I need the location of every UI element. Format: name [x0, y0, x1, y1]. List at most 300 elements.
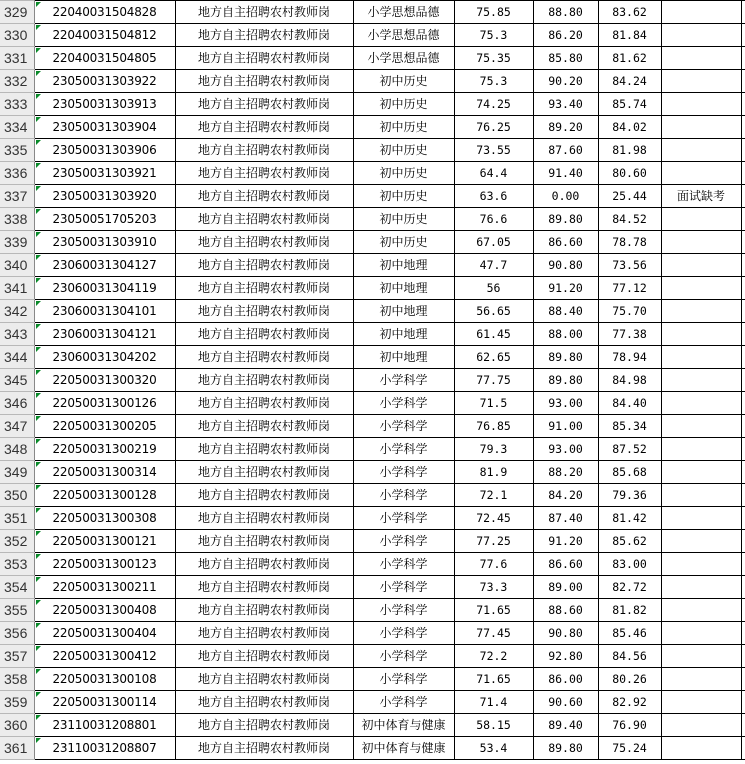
exam-id-cell[interactable]: 23110031208807 [34, 737, 175, 760]
note-cell[interactable] [661, 24, 741, 47]
total-score-cell[interactable]: 85.74 [598, 93, 661, 116]
note-cell[interactable] [661, 484, 741, 507]
row-number[interactable]: 351 [0, 507, 34, 530]
empty-cell[interactable] [741, 576, 745, 599]
table-row[interactable] [0, 438, 745, 461]
subject-cell[interactable]: 初中历史 [353, 231, 454, 254]
exam-id-cell[interactable]: 23060031304119 [34, 277, 175, 300]
post-cell[interactable]: 地方自主招聘农村教师岗 [175, 1, 353, 24]
post-cell[interactable]: 地方自主招聘农村教师岗 [175, 714, 353, 737]
row-number[interactable]: 341 [0, 277, 34, 300]
interview-score-cell[interactable]: 91.20 [533, 530, 598, 553]
exam-id-cell[interactable]: 22050031300408 [34, 599, 175, 622]
post-cell[interactable]: 地方自主招聘农村教师岗 [175, 300, 353, 323]
interview-score-cell[interactable]: 91.00 [533, 415, 598, 438]
interview-score-cell[interactable]: 87.40 [533, 507, 598, 530]
subject-cell[interactable]: 小学科学 [353, 507, 454, 530]
interview-score-cell[interactable]: 93.40 [533, 93, 598, 116]
row-number[interactable]: 338 [0, 208, 34, 231]
interview-score-cell[interactable]: 93.00 [533, 438, 598, 461]
note-cell[interactable] [661, 392, 741, 415]
note-cell[interactable] [661, 645, 741, 668]
empty-cell[interactable] [741, 47, 745, 70]
total-score-cell[interactable]: 81.82 [598, 599, 661, 622]
note-cell[interactable] [661, 576, 741, 599]
table-row[interactable] [0, 231, 745, 254]
post-cell[interactable]: 地方自主招聘农村教师岗 [175, 208, 353, 231]
interview-score-cell[interactable]: 93.00 [533, 392, 598, 415]
table-row[interactable] [0, 24, 745, 47]
empty-cell[interactable] [741, 392, 745, 415]
interview-score-cell[interactable]: 89.80 [533, 737, 598, 760]
table-row[interactable] [0, 346, 745, 369]
table-row[interactable] [0, 530, 745, 553]
empty-cell[interactable] [741, 185, 745, 208]
table-row[interactable] [0, 507, 745, 530]
exam-id-cell[interactable]: 22050031300320 [34, 369, 175, 392]
post-cell[interactable]: 地方自主招聘农村教师岗 [175, 369, 353, 392]
note-cell[interactable] [661, 507, 741, 530]
interview-score-cell[interactable]: 88.60 [533, 599, 598, 622]
total-score-cell[interactable]: 78.94 [598, 346, 661, 369]
written-score-cell[interactable]: 77.45 [454, 622, 533, 645]
table-row[interactable] [0, 300, 745, 323]
empty-cell[interactable] [741, 162, 745, 185]
table-row[interactable] [0, 47, 745, 70]
written-score-cell[interactable]: 71.5 [454, 392, 533, 415]
total-score-cell[interactable]: 83.00 [598, 553, 661, 576]
total-score-cell[interactable]: 83.62 [598, 1, 661, 24]
row-number[interactable]: 340 [0, 254, 34, 277]
interview-score-cell[interactable]: 88.00 [533, 323, 598, 346]
empty-cell[interactable] [741, 93, 745, 116]
written-score-cell[interactable]: 76.25 [454, 116, 533, 139]
total-score-cell[interactable]: 80.26 [598, 668, 661, 691]
empty-cell[interactable] [741, 346, 745, 369]
empty-cell[interactable] [741, 438, 745, 461]
post-cell[interactable]: 地方自主招聘农村教师岗 [175, 47, 353, 70]
subject-cell[interactable]: 小学科学 [353, 530, 454, 553]
interview-score-cell[interactable]: 87.60 [533, 139, 598, 162]
total-score-cell[interactable]: 84.02 [598, 116, 661, 139]
exam-id-cell[interactable]: 23050051705203 [34, 208, 175, 231]
exam-id-cell[interactable]: 22050031300126 [34, 392, 175, 415]
row-number[interactable]: 348 [0, 438, 34, 461]
subject-cell[interactable]: 小学科学 [353, 599, 454, 622]
exam-id-cell[interactable]: 22050031300219 [34, 438, 175, 461]
table-row[interactable] [0, 254, 745, 277]
total-score-cell[interactable]: 76.90 [598, 714, 661, 737]
total-score-cell[interactable]: 79.36 [598, 484, 661, 507]
note-cell[interactable] [661, 438, 741, 461]
post-cell[interactable]: 地方自主招聘农村教师岗 [175, 392, 353, 415]
exam-id-cell[interactable]: 22040031504828 [34, 1, 175, 24]
row-number[interactable]: 342 [0, 300, 34, 323]
exam-id-cell[interactable]: 22040031504812 [34, 24, 175, 47]
interview-score-cell[interactable]: 86.60 [533, 231, 598, 254]
post-cell[interactable]: 地方自主招聘农村教师岗 [175, 254, 353, 277]
empty-cell[interactable] [741, 691, 745, 714]
post-cell[interactable]: 地方自主招聘农村教师岗 [175, 668, 353, 691]
row-number[interactable]: 344 [0, 346, 34, 369]
table-row[interactable] [0, 139, 745, 162]
written-score-cell[interactable]: 75.85 [454, 1, 533, 24]
exam-id-cell[interactable]: 22050031300114 [34, 691, 175, 714]
note-cell[interactable] [661, 70, 741, 93]
post-cell[interactable]: 地方自主招聘农村教师岗 [175, 415, 353, 438]
post-cell[interactable]: 地方自主招聘农村教师岗 [175, 484, 353, 507]
empty-cell[interactable] [741, 70, 745, 93]
interview-score-cell[interactable]: 89.80 [533, 208, 598, 231]
row-number[interactable]: 347 [0, 415, 34, 438]
exam-id-cell[interactable]: 23060031304121 [34, 323, 175, 346]
written-score-cell[interactable]: 76.85 [454, 415, 533, 438]
post-cell[interactable]: 地方自主招聘农村教师岗 [175, 645, 353, 668]
row-number[interactable]: 346 [0, 392, 34, 415]
empty-cell[interactable] [741, 622, 745, 645]
row-number[interactable]: 349 [0, 461, 34, 484]
note-cell[interactable] [661, 1, 741, 24]
subject-cell[interactable]: 小学科学 [353, 576, 454, 599]
post-cell[interactable]: 地方自主招聘农村教师岗 [175, 162, 353, 185]
subject-cell[interactable]: 小学科学 [353, 392, 454, 415]
exam-id-cell[interactable]: 23050031303910 [34, 231, 175, 254]
subject-cell[interactable]: 小学科学 [353, 438, 454, 461]
exam-id-cell[interactable]: 22050031300205 [34, 415, 175, 438]
written-score-cell[interactable]: 58.15 [454, 714, 533, 737]
empty-cell[interactable] [741, 323, 745, 346]
exam-id-cell[interactable]: 23050031303922 [34, 70, 175, 93]
row-number[interactable]: 361 [0, 737, 34, 760]
note-cell[interactable] [661, 300, 741, 323]
table-row[interactable] [0, 461, 745, 484]
note-cell[interactable]: 面试缺考 [661, 185, 741, 208]
written-score-cell[interactable]: 56 [454, 277, 533, 300]
subject-cell[interactable]: 小学科学 [353, 691, 454, 714]
row-number[interactable]: 339 [0, 231, 34, 254]
empty-cell[interactable] [741, 530, 745, 553]
row-number[interactable]: 350 [0, 484, 34, 507]
note-cell[interactable] [661, 93, 741, 116]
row-number[interactable]: 360 [0, 714, 34, 737]
note-cell[interactable] [661, 369, 741, 392]
table-row[interactable] [0, 162, 745, 185]
row-number[interactable]: 359 [0, 691, 34, 714]
note-cell[interactable] [661, 162, 741, 185]
written-score-cell[interactable]: 77.75 [454, 369, 533, 392]
subject-cell[interactable]: 初中历史 [353, 93, 454, 116]
note-cell[interactable] [661, 461, 741, 484]
total-score-cell[interactable]: 85.62 [598, 530, 661, 553]
post-cell[interactable]: 地方自主招聘农村教师岗 [175, 553, 353, 576]
post-cell[interactable]: 地方自主招聘农村教师岗 [175, 323, 353, 346]
interview-score-cell[interactable]: 91.20 [533, 277, 598, 300]
empty-cell[interactable] [741, 553, 745, 576]
total-score-cell[interactable]: 80.60 [598, 162, 661, 185]
table-row[interactable] [0, 415, 745, 438]
written-score-cell[interactable]: 79.3 [454, 438, 533, 461]
empty-cell[interactable] [741, 461, 745, 484]
written-score-cell[interactable]: 71.65 [454, 668, 533, 691]
table-row[interactable] [0, 737, 745, 760]
total-score-cell[interactable]: 87.52 [598, 438, 661, 461]
table-row[interactable] [0, 622, 745, 645]
total-score-cell[interactable]: 75.70 [598, 300, 661, 323]
total-score-cell[interactable]: 81.42 [598, 507, 661, 530]
written-score-cell[interactable]: 67.05 [454, 231, 533, 254]
exam-id-cell[interactable]: 23060031304101 [34, 300, 175, 323]
subject-cell[interactable]: 小学科学 [353, 484, 454, 507]
table-row[interactable] [0, 1, 745, 24]
interview-score-cell[interactable]: 86.60 [533, 553, 598, 576]
table-row[interactable] [0, 576, 745, 599]
interview-score-cell[interactable]: 88.40 [533, 300, 598, 323]
post-cell[interactable]: 地方自主招聘农村教师岗 [175, 93, 353, 116]
table-row[interactable] [0, 484, 745, 507]
exam-id-cell[interactable]: 22050031300308 [34, 507, 175, 530]
post-cell[interactable]: 地方自主招聘农村教师岗 [175, 691, 353, 714]
written-score-cell[interactable]: 76.6 [454, 208, 533, 231]
written-score-cell[interactable]: 73.3 [454, 576, 533, 599]
subject-cell[interactable]: 小学思想品德 [353, 1, 454, 24]
total-score-cell[interactable]: 85.34 [598, 415, 661, 438]
written-score-cell[interactable]: 64.4 [454, 162, 533, 185]
written-score-cell[interactable]: 77.25 [454, 530, 533, 553]
note-cell[interactable] [661, 691, 741, 714]
interview-score-cell[interactable]: 89.20 [533, 116, 598, 139]
written-score-cell[interactable]: 75.3 [454, 24, 533, 47]
row-number[interactable]: 330 [0, 24, 34, 47]
row-number[interactable]: 332 [0, 70, 34, 93]
subject-cell[interactable]: 小学思想品德 [353, 47, 454, 70]
table-row[interactable] [0, 553, 745, 576]
row-number[interactable]: 333 [0, 93, 34, 116]
table-row[interactable] [0, 691, 745, 714]
exam-id-cell[interactable]: 23050031303913 [34, 93, 175, 116]
post-cell[interactable]: 地方自主招聘农村教师岗 [175, 599, 353, 622]
total-score-cell[interactable]: 85.68 [598, 461, 661, 484]
post-cell[interactable]: 地方自主招聘农村教师岗 [175, 507, 353, 530]
empty-cell[interactable] [741, 714, 745, 737]
empty-cell[interactable] [741, 369, 745, 392]
subject-cell[interactable]: 初中历史 [353, 208, 454, 231]
row-number[interactable]: 356 [0, 622, 34, 645]
row-number[interactable]: 357 [0, 645, 34, 668]
note-cell[interactable] [661, 599, 741, 622]
post-cell[interactable]: 地方自主招聘农村教师岗 [175, 116, 353, 139]
interview-score-cell[interactable]: 89.00 [533, 576, 598, 599]
exam-id-cell[interactable]: 22050031300404 [34, 622, 175, 645]
table-row[interactable] [0, 392, 745, 415]
post-cell[interactable]: 地方自主招聘农村教师岗 [175, 277, 353, 300]
empty-cell[interactable] [741, 668, 745, 691]
empty-cell[interactable] [741, 231, 745, 254]
exam-id-cell[interactable]: 22050031300412 [34, 645, 175, 668]
subject-cell[interactable]: 小学思想品德 [353, 24, 454, 47]
row-number[interactable]: 352 [0, 530, 34, 553]
row-number[interactable]: 329 [0, 1, 34, 24]
written-score-cell[interactable]: 75.3 [454, 70, 533, 93]
table-row[interactable] [0, 208, 745, 231]
interview-score-cell[interactable]: 90.20 [533, 70, 598, 93]
interview-score-cell[interactable]: 90.80 [533, 622, 598, 645]
total-score-cell[interactable]: 81.62 [598, 47, 661, 70]
written-score-cell[interactable]: 72.1 [454, 484, 533, 507]
note-cell[interactable] [661, 737, 741, 760]
subject-cell[interactable]: 小学科学 [353, 622, 454, 645]
row-number[interactable]: 337 [0, 185, 34, 208]
total-score-cell[interactable]: 73.56 [598, 254, 661, 277]
subject-cell[interactable]: 初中历史 [353, 139, 454, 162]
written-score-cell[interactable]: 53.4 [454, 737, 533, 760]
subject-cell[interactable]: 初中地理 [353, 346, 454, 369]
written-score-cell[interactable]: 72.45 [454, 507, 533, 530]
subject-cell[interactable]: 小学科学 [353, 415, 454, 438]
total-score-cell[interactable]: 25.44 [598, 185, 661, 208]
total-score-cell[interactable]: 77.38 [598, 323, 661, 346]
table-row[interactable] [0, 277, 745, 300]
written-score-cell[interactable]: 75.35 [454, 47, 533, 70]
subject-cell[interactable]: 初中历史 [353, 70, 454, 93]
interview-score-cell[interactable]: 89.80 [533, 346, 598, 369]
note-cell[interactable] [661, 277, 741, 300]
post-cell[interactable]: 地方自主招聘农村教师岗 [175, 231, 353, 254]
exam-id-cell[interactable]: 23050031303921 [34, 162, 175, 185]
subject-cell[interactable]: 小学科学 [353, 668, 454, 691]
subject-cell[interactable]: 小学科学 [353, 553, 454, 576]
interview-score-cell[interactable]: 90.80 [533, 254, 598, 277]
written-score-cell[interactable]: 62.65 [454, 346, 533, 369]
exam-id-cell[interactable]: 23050031303904 [34, 116, 175, 139]
total-score-cell[interactable]: 77.12 [598, 277, 661, 300]
exam-id-cell[interactable]: 22050031300121 [34, 530, 175, 553]
table-row[interactable] [0, 185, 745, 208]
note-cell[interactable] [661, 254, 741, 277]
row-number[interactable]: 353 [0, 553, 34, 576]
subject-cell[interactable]: 初中地理 [353, 300, 454, 323]
exam-id-cell[interactable]: 23060031304202 [34, 346, 175, 369]
table-row[interactable] [0, 369, 745, 392]
post-cell[interactable]: 地方自主招聘农村教师岗 [175, 576, 353, 599]
note-cell[interactable] [661, 622, 741, 645]
written-score-cell[interactable]: 74.25 [454, 93, 533, 116]
note-cell[interactable] [661, 346, 741, 369]
note-cell[interactable] [661, 714, 741, 737]
interview-score-cell[interactable]: 89.80 [533, 369, 598, 392]
note-cell[interactable] [661, 139, 741, 162]
subject-cell[interactable]: 初中地理 [353, 254, 454, 277]
note-cell[interactable] [661, 530, 741, 553]
empty-cell[interactable] [741, 1, 745, 24]
empty-cell[interactable] [741, 415, 745, 438]
written-score-cell[interactable]: 56.65 [454, 300, 533, 323]
exam-id-cell[interactable]: 22050031300314 [34, 461, 175, 484]
note-cell[interactable] [661, 668, 741, 691]
row-number[interactable]: 334 [0, 116, 34, 139]
note-cell[interactable] [661, 231, 741, 254]
interview-score-cell[interactable]: 84.20 [533, 484, 598, 507]
post-cell[interactable]: 地方自主招聘农村教师岗 [175, 346, 353, 369]
interview-score-cell[interactable]: 88.80 [533, 1, 598, 24]
subject-cell[interactable]: 初中历史 [353, 162, 454, 185]
exam-id-cell[interactable]: 23060031304127 [34, 254, 175, 277]
post-cell[interactable]: 地方自主招聘农村教师岗 [175, 24, 353, 47]
post-cell[interactable]: 地方自主招聘农村教师岗 [175, 737, 353, 760]
total-score-cell[interactable]: 84.98 [598, 369, 661, 392]
table-row[interactable] [0, 668, 745, 691]
empty-cell[interactable] [741, 599, 745, 622]
written-score-cell[interactable]: 71.4 [454, 691, 533, 714]
subject-cell[interactable]: 初中历史 [353, 185, 454, 208]
post-cell[interactable]: 地方自主招聘农村教师岗 [175, 461, 353, 484]
note-cell[interactable] [661, 323, 741, 346]
post-cell[interactable]: 地方自主招聘农村教师岗 [175, 622, 353, 645]
subject-cell[interactable]: 初中历史 [353, 116, 454, 139]
note-cell[interactable] [661, 553, 741, 576]
subject-cell[interactable]: 初中地理 [353, 323, 454, 346]
written-score-cell[interactable]: 47.7 [454, 254, 533, 277]
interview-score-cell[interactable]: 92.80 [533, 645, 598, 668]
written-score-cell[interactable]: 71.65 [454, 599, 533, 622]
row-number[interactable]: 358 [0, 668, 34, 691]
post-cell[interactable]: 地方自主招聘农村教师岗 [175, 70, 353, 93]
empty-cell[interactable] [741, 645, 745, 668]
subject-cell[interactable]: 初中体育与健康 [353, 737, 454, 760]
empty-cell[interactable] [741, 116, 745, 139]
exam-id-cell[interactable]: 23110031208801 [34, 714, 175, 737]
interview-score-cell[interactable]: 89.40 [533, 714, 598, 737]
written-score-cell[interactable]: 61.45 [454, 323, 533, 346]
row-number[interactable]: 343 [0, 323, 34, 346]
total-score-cell[interactable]: 84.56 [598, 645, 661, 668]
exam-id-cell[interactable]: 22040031504805 [34, 47, 175, 70]
note-cell[interactable] [661, 47, 741, 70]
exam-id-cell[interactable]: 23050031303920 [34, 185, 175, 208]
total-score-cell[interactable]: 85.46 [598, 622, 661, 645]
table-row[interactable] [0, 116, 745, 139]
table-row[interactable] [0, 70, 745, 93]
row-number[interactable]: 355 [0, 599, 34, 622]
row-number[interactable]: 354 [0, 576, 34, 599]
written-score-cell[interactable]: 77.6 [454, 553, 533, 576]
interview-score-cell[interactable]: 90.60 [533, 691, 598, 714]
interview-score-cell[interactable]: 0.00 [533, 185, 598, 208]
total-score-cell[interactable]: 84.24 [598, 70, 661, 93]
total-score-cell[interactable]: 84.52 [598, 208, 661, 231]
written-score-cell[interactable]: 63.6 [454, 185, 533, 208]
subject-cell[interactable]: 小学科学 [353, 645, 454, 668]
note-cell[interactable] [661, 116, 741, 139]
note-cell[interactable] [661, 415, 741, 438]
empty-cell[interactable] [741, 277, 745, 300]
total-score-cell[interactable]: 75.24 [598, 737, 661, 760]
exam-id-cell[interactable]: 22050031300211 [34, 576, 175, 599]
exam-id-cell[interactable]: 23050031303906 [34, 139, 175, 162]
total-score-cell[interactable]: 81.84 [598, 24, 661, 47]
empty-cell[interactable] [741, 507, 745, 530]
total-score-cell[interactable]: 78.78 [598, 231, 661, 254]
exam-id-cell[interactable]: 22050031300128 [34, 484, 175, 507]
table-row[interactable] [0, 323, 745, 346]
written-score-cell[interactable]: 73.55 [454, 139, 533, 162]
post-cell[interactable]: 地方自主招聘农村教师岗 [175, 530, 353, 553]
table-row[interactable] [0, 645, 745, 668]
exam-id-cell[interactable]: 22050031300108 [34, 668, 175, 691]
post-cell[interactable]: 地方自主招聘农村教师岗 [175, 438, 353, 461]
interview-score-cell[interactable]: 88.20 [533, 461, 598, 484]
empty-cell[interactable] [741, 208, 745, 231]
total-score-cell[interactable]: 81.98 [598, 139, 661, 162]
